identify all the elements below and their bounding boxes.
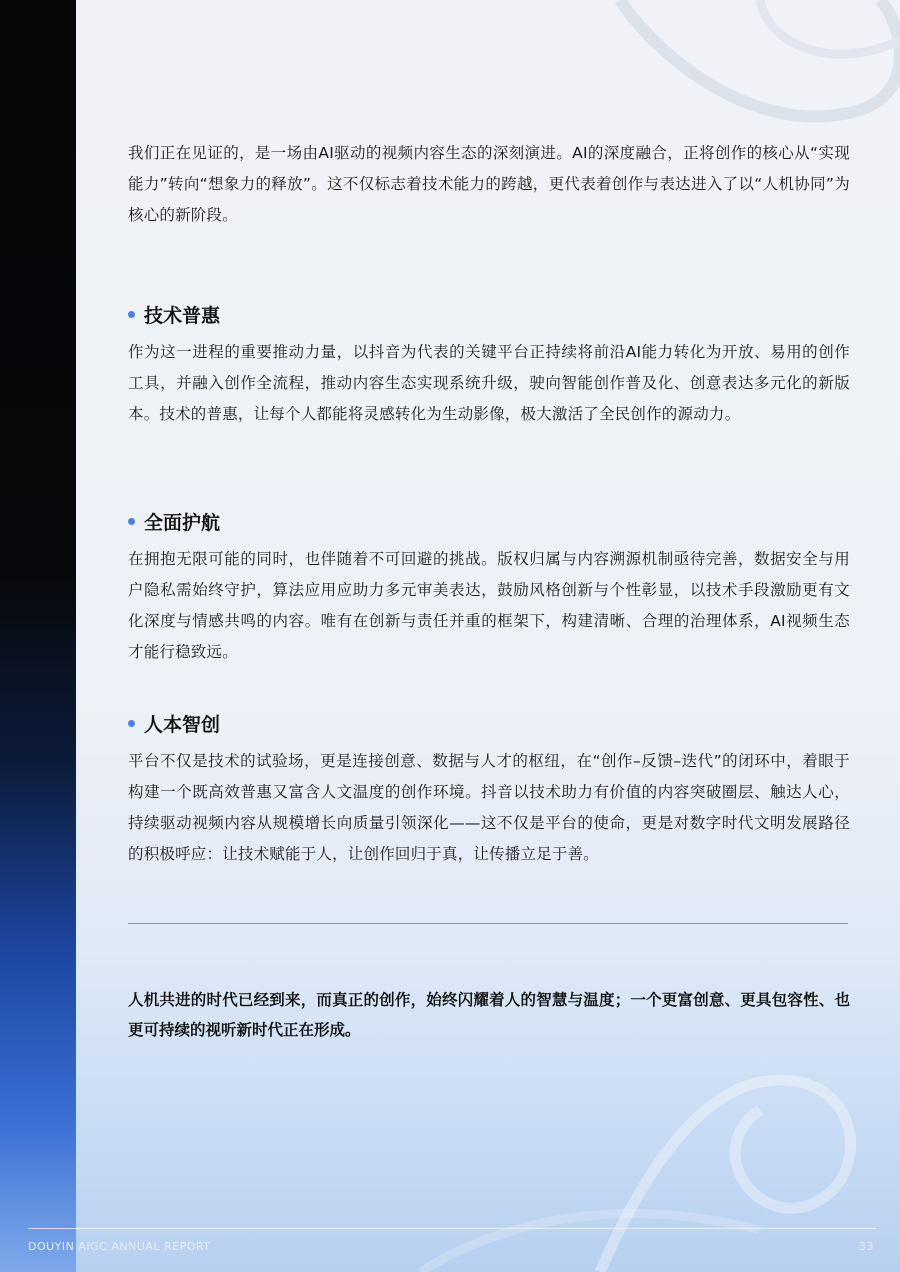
section-human-centered — [128, 710, 850, 870]
footer-page-number: 33 — [859, 1240, 874, 1253]
intro-paragraph: 我们正在见证的，是一场由AI驱动的视频内容生态的深刻演进。AI的深度融合，正将创作的核心从“实现能力”转向“想象力的释放”。这不仅标志着技术能力的跨越，更代表着创作与表达进入了以“人机协同”为核心的新阶段。 — [128, 144, 850, 224]
side-color-strip — [0, 0, 76, 1272]
intro-block — [128, 138, 850, 231]
section-divider — [128, 923, 848, 924]
bullet-dot-icon — [128, 518, 135, 525]
section-paragraph: 在拥抱无限可能的同时，也伴随着不可回避的挑战。版权归属与内容溯源机制亟待完善，数据安全与用户隐私需始终守护，算法应用应助力多元审美表达，鼓励风格创新与个性彰显，以技术手段激励更有文化深度与情感共鸣的内容。唯有在创新与责任并重的框架下，构建清晰、合理的治理体系，AI视频生态才能行稳致远。 — [128, 550, 850, 661]
footer-rule — [28, 1228, 876, 1229]
footer-report-name: DOUYIN AIGC ANNUAL REPORT — [28, 1240, 211, 1253]
section-paragraph: 作为这一进程的重要推动力量，以抖音为代表的关键平台正持续将前沿AI能力转化为开放、易用的创作工具，并融入创作全流程，推动内容生态实现系统升级，驶向智能创作普及化、创意表达多元化的新版本。技术的普惠，让每个人都能将灵感转化为生动影像，极大激活了全民创作的源动力。 — [128, 343, 850, 423]
bullet-dot-icon — [128, 311, 135, 318]
section-heading — [128, 508, 850, 534]
section-heading — [128, 710, 850, 736]
section-paragraph: 平台不仅是技术的试验场，更是连接创意、数据与人才的枢纽，在“创作–反馈–迭代”的闭环中，着眼于构建一个既高效普惠又富含人文温度的创作环境。抖音以技术助力有价值的内容突破圈层、触达人心，持续驱动视频内容从规模增长向质量引领深化——这不仅是平台的使命，更是对数字时代文明发展路径的积极呼应：让技术赋能于人，让创作回归于真，让传播立足于善。 — [128, 752, 850, 863]
closing-statement: 人机共进的时代已经到来，而真正的创作，始终闪耀着人的智慧与温度；一个更富创意、更具包容性、也更可持续的视听新时代正在形成。 — [128, 991, 850, 1039]
section-title: 全面护航 — [144, 511, 221, 534]
section-full-protection — [128, 508, 850, 668]
closing-block — [128, 985, 850, 1045]
section-title: 技术普惠 — [144, 304, 221, 327]
section-heading — [128, 301, 850, 327]
section-title: 人本智创 — [144, 713, 221, 736]
bullet-dot-icon — [128, 720, 135, 727]
section-tech-inclusion — [128, 301, 850, 430]
